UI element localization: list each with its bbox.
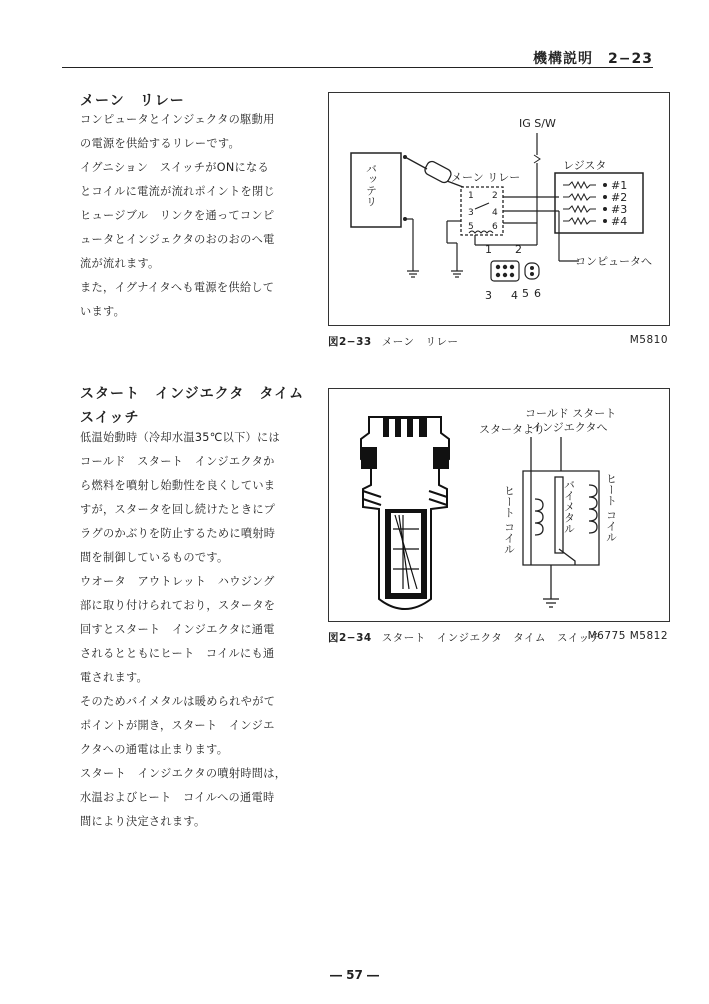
time-switch-diagram bbox=[329, 389, 669, 621]
text-line: スタート インジエクタの噴射時間は， bbox=[80, 767, 287, 780]
text-line: イグニション スイッチがONになる bbox=[80, 161, 269, 174]
section-title-main-relay: メーン リレー bbox=[80, 93, 185, 109]
figure1-caption bbox=[328, 334, 668, 349]
section-body-main-relay bbox=[80, 108, 302, 324]
figure-start-injector-time-switch bbox=[328, 388, 670, 622]
text-line: されるとともにヒート コイルにも通 bbox=[80, 647, 275, 660]
bimetal-label: バイメタル bbox=[562, 479, 576, 534]
figure1-number: 図2−33 bbox=[328, 336, 372, 348]
relay-connector bbox=[491, 261, 539, 281]
figure2-title: スタート インジエクタ タイム スイッチ bbox=[381, 632, 601, 644]
connector-pin-4: 4 bbox=[511, 289, 518, 302]
figure2-caption bbox=[328, 630, 668, 645]
relay-terminal-2: 2 bbox=[492, 191, 498, 201]
resistor-label: レジスタ bbox=[563, 159, 607, 172]
section-title-line: スタート インジエクタ タイム bbox=[80, 386, 305, 402]
text-line: 電されます。 bbox=[80, 671, 149, 684]
heat-coil-right-label: ヒート コイル bbox=[604, 473, 618, 543]
section-title-start-injector-time-switch bbox=[80, 382, 304, 430]
figure1-code: M5810 bbox=[629, 334, 668, 346]
cold-start-label-1: コールド スタート bbox=[525, 407, 617, 420]
text-line: の電源を供給するリレーです。 bbox=[80, 137, 240, 150]
text-line: また，イグナイタへも電源を供給して bbox=[80, 281, 275, 294]
text-line: とコイルに電流が流れポイントを閉じ bbox=[80, 185, 275, 198]
text-line: 部に取り付けられており，スタータを bbox=[80, 599, 276, 612]
from-starter-label: スタータより bbox=[479, 423, 545, 436]
battery-label: バッテリ bbox=[364, 163, 378, 207]
text-line: 流が流れます。 bbox=[80, 257, 160, 270]
text-line: ヒュージブル リンクを通ってコンピ bbox=[80, 209, 275, 222]
text-line: ラグのかぶりを防止するために噴射時 bbox=[80, 527, 276, 540]
text-line: 間により決定されます。 bbox=[80, 815, 206, 828]
connector-pin-2: 2 bbox=[515, 243, 522, 256]
text-line: すが，スタータを回し続けたときにプ bbox=[80, 503, 276, 516]
cold-start-label-2: インジエクタへ bbox=[531, 421, 608, 434]
time-switch-cutaway bbox=[361, 417, 449, 609]
figure-main-relay bbox=[328, 92, 670, 326]
figure2-code: M6775 M5812 bbox=[587, 630, 668, 642]
page-header-title: 機構説明 2−23 bbox=[533, 51, 653, 67]
resistor-output-1: #1 bbox=[611, 179, 628, 192]
text-line: コンピュータとインジェクタの駆動用 bbox=[80, 113, 275, 126]
section-title-line: スイッチ bbox=[80, 410, 140, 426]
relay-terminal-4: 4 bbox=[492, 208, 498, 218]
heat-coil-left-label: ヒート コイル bbox=[502, 485, 516, 555]
ig-switch-label: IG S/W bbox=[519, 117, 556, 130]
connector-pin-5: 5 bbox=[522, 287, 529, 300]
connector-pin-6: 6 bbox=[534, 287, 541, 300]
header-rule bbox=[62, 67, 653, 68]
relay-terminal-6: 6 bbox=[492, 222, 498, 232]
resistor-output-3: #3 bbox=[611, 203, 628, 216]
computer-label: コンピュータへ bbox=[575, 255, 652, 268]
relay-terminal-3: 3 bbox=[468, 208, 474, 218]
figure1-title: メーン リレー bbox=[381, 336, 459, 348]
text-line: 低温始動時（冷却水温35℃以下）には bbox=[80, 431, 281, 444]
text-line: ポイントが開き，スタート インジエ bbox=[80, 719, 275, 732]
resistor-output-2: #2 bbox=[611, 191, 628, 204]
relay-label: メーン リレー bbox=[451, 171, 521, 184]
text-line: そのためバイメタルは暖められやがて bbox=[80, 695, 276, 708]
text-line: ュータとインジェクタのおのおのへ電 bbox=[80, 233, 275, 246]
page-number: ― 57 ― bbox=[329, 968, 380, 982]
text-line: ら燃料を噴射し始動性を良くしていま bbox=[80, 479, 276, 492]
main-relay-diagram bbox=[329, 93, 669, 325]
text-line: 回すとスタート インジエクタに通電 bbox=[80, 623, 275, 636]
text-line: クタへの通電は止まります。 bbox=[80, 743, 229, 756]
text-line: 間を制御しているものです。 bbox=[80, 551, 229, 564]
text-line: ウオータ アウトレット ハウジング bbox=[80, 575, 275, 588]
connector-pin-3: 3 bbox=[485, 289, 492, 302]
text-line: 水温およびヒート コイルへの通電時 bbox=[80, 791, 275, 804]
text-line: コールド スタート インジエクタか bbox=[80, 455, 275, 468]
figure2-number: 図2−34 bbox=[328, 632, 372, 644]
resistor-output-4: #4 bbox=[611, 215, 628, 228]
text-line: います。 bbox=[80, 305, 126, 318]
section-body-start-injector bbox=[80, 426, 302, 834]
relay-terminal-1: 1 bbox=[468, 191, 474, 201]
relay-terminal-5: 5 bbox=[468, 222, 474, 232]
connector-pin-1: 1 bbox=[485, 243, 492, 256]
resistor-box bbox=[555, 173, 643, 233]
fusible-link bbox=[423, 160, 453, 185]
